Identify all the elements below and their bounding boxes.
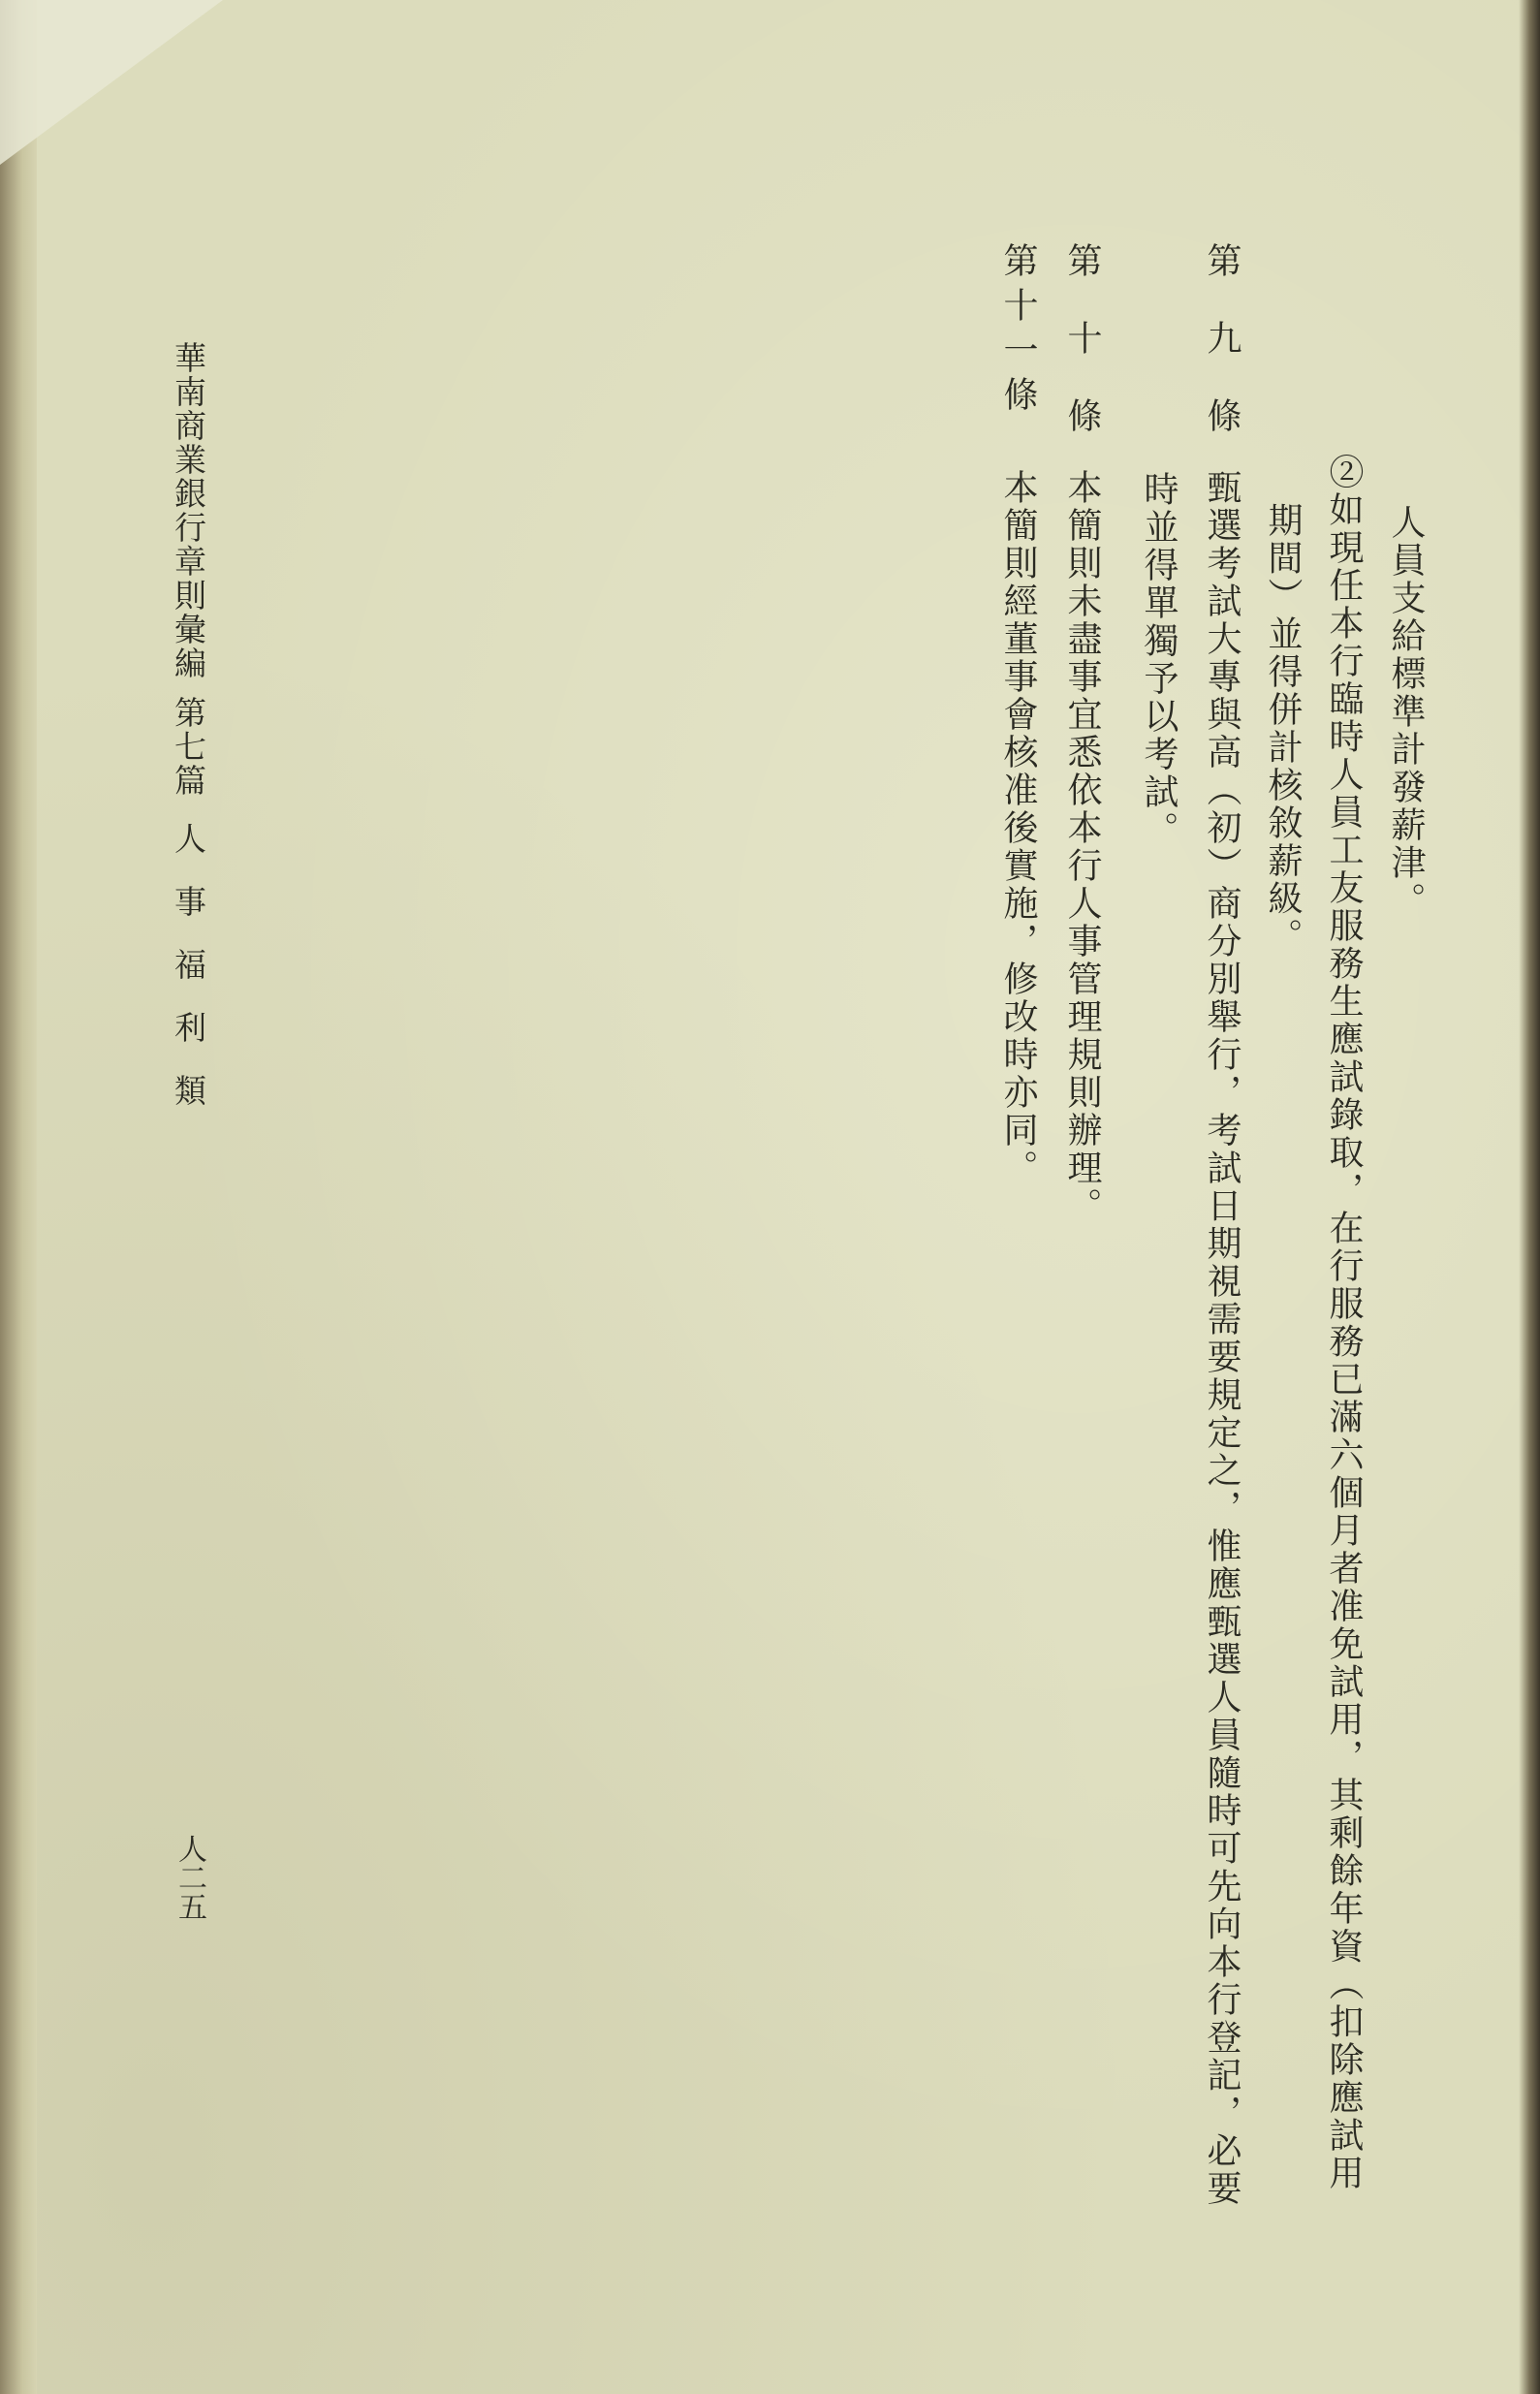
text-column-5: 時並得單獨予以考試。 [1139, 471, 1179, 849]
text-column-6: 本簡則未盡事宜悉依本行人事管理規則辦理。 [1062, 469, 1102, 1225]
text-column-4: 甄選考試大專與高（初）商分別舉行，考試日期視需要規定之，惟應甄選人員隨時可先向本行登記，必要 [1202, 469, 1241, 2208]
article-10-label: 第十條 [1062, 242, 1102, 475]
article-11-label: 第十一條 [998, 242, 1038, 421]
chapter-label: 第七篇 [170, 696, 207, 798]
page-number: 人二五 [173, 1834, 206, 1921]
book-title: 華南商業銀行章則彙編 [170, 341, 207, 680]
page-binding [0, 0, 37, 2394]
text-column-2: ②如現任本行臨時人員工友服務生應試錄取，在行服務已滿六個月者准免試用，其剩餘年資（扣除應試用 [1324, 454, 1364, 2192]
text-column-3: 期間）並得併計核敘薪級。 [1263, 502, 1303, 956]
article-9-label: 第九條 [1202, 242, 1241, 475]
folded-corner [0, 0, 223, 165]
page-edge [1519, 0, 1540, 2394]
text-column-1: 人員支給標準計發薪津。 [1386, 504, 1426, 920]
text-column-7: 本簡則經董事會核准後實施，修改時亦同。 [998, 469, 1038, 1187]
category-label: 人事福利類 [170, 822, 207, 1137]
